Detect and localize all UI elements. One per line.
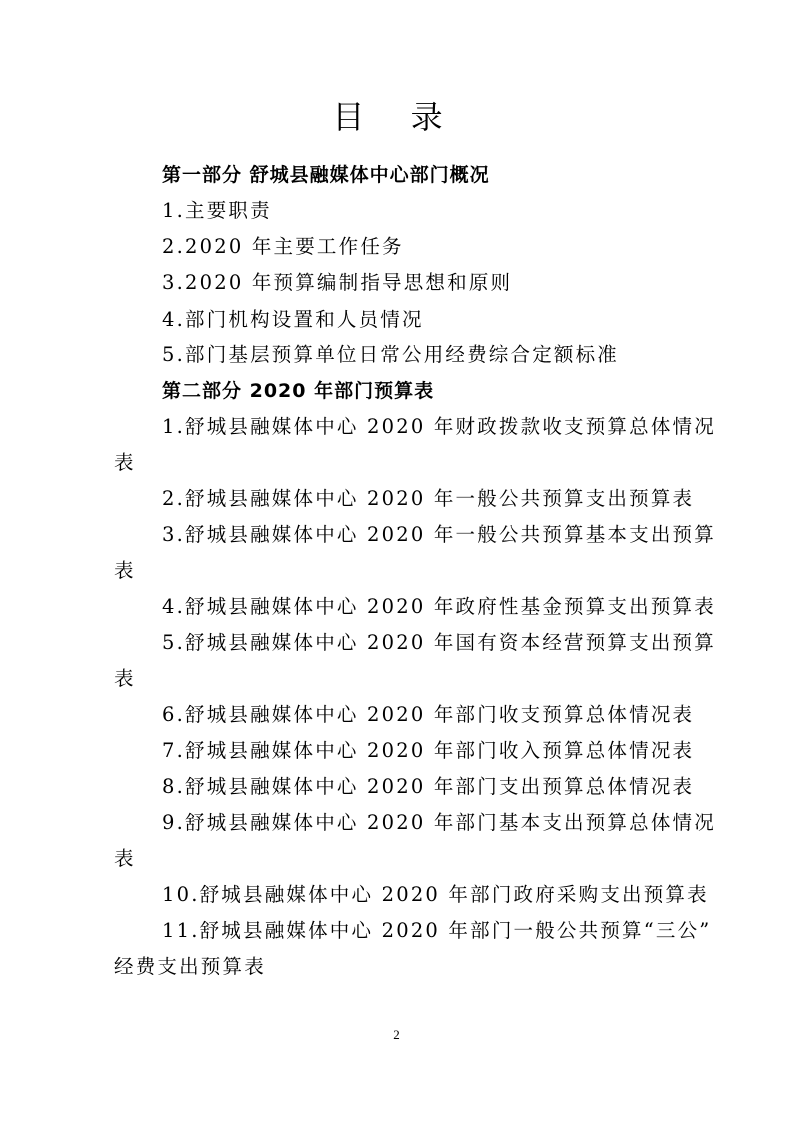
toc-item-continuation: 表 <box>114 559 136 582</box>
toc-item: 4.舒城县融媒体中心 2020 年政府性基金预算支出预算表 <box>162 595 716 618</box>
toc-item-continuation: 表 <box>114 667 136 690</box>
part1-heading: 第一部分 舒城县融媒体中心部门概况 <box>162 164 490 186</box>
page-number: 2 <box>393 1027 400 1042</box>
toc-item: 11.舒城县融媒体中心 2020 年部门一般公共预算“三公” <box>162 919 712 942</box>
toc-item: 9.舒城县融媒体中心 2020 年部门基本支出预算总体情况 <box>162 811 716 834</box>
toc-item: 7.舒城县融媒体中心 2020 年部门收入预算总体情况表 <box>162 739 695 762</box>
toc-item: 2.2020 年主要工作任务 <box>162 235 404 258</box>
toc-item: 5.舒城县融媒体中心 2020 年国有资本经营预算支出预算 <box>162 631 716 654</box>
toc-item: 8.舒城县融媒体中心 2020 年部门支出预算总体情况表 <box>162 775 695 798</box>
toc-item-continuation: 表 <box>114 847 136 870</box>
part2-heading: 第二部分 2020 年部门预算表 <box>162 380 435 402</box>
page-title: 目 录 <box>332 98 461 136</box>
toc-item: 10.舒城县融媒体中心 2020 年部门政府采购支出预算表 <box>162 883 709 906</box>
toc-item: 5.部门基层预算单位日常公用经费综合定额标准 <box>162 343 620 366</box>
toc-item-continuation: 表 <box>114 451 136 474</box>
toc-item: 6.舒城县融媒体中心 2020 年部门收支预算总体情况表 <box>162 703 695 726</box>
toc-item-continuation: 经费支出预算表 <box>114 955 266 978</box>
toc-item: 4.部门机构设置和人员情况 <box>162 308 424 331</box>
toc-item: 2.舒城县融媒体中心 2020 年一般公共预算支出预算表 <box>162 487 695 510</box>
toc-item: 1.主要职责 <box>162 199 272 222</box>
toc-item: 3.舒城县融媒体中心 2020 年一般公共预算基本支出预算 <box>162 523 716 546</box>
toc-item: 3.2020 年预算编制指导思想和原则 <box>162 271 513 294</box>
toc-item: 1.舒城县融媒体中心 2020 年财政拨款收支预算总体情况 <box>162 415 716 438</box>
